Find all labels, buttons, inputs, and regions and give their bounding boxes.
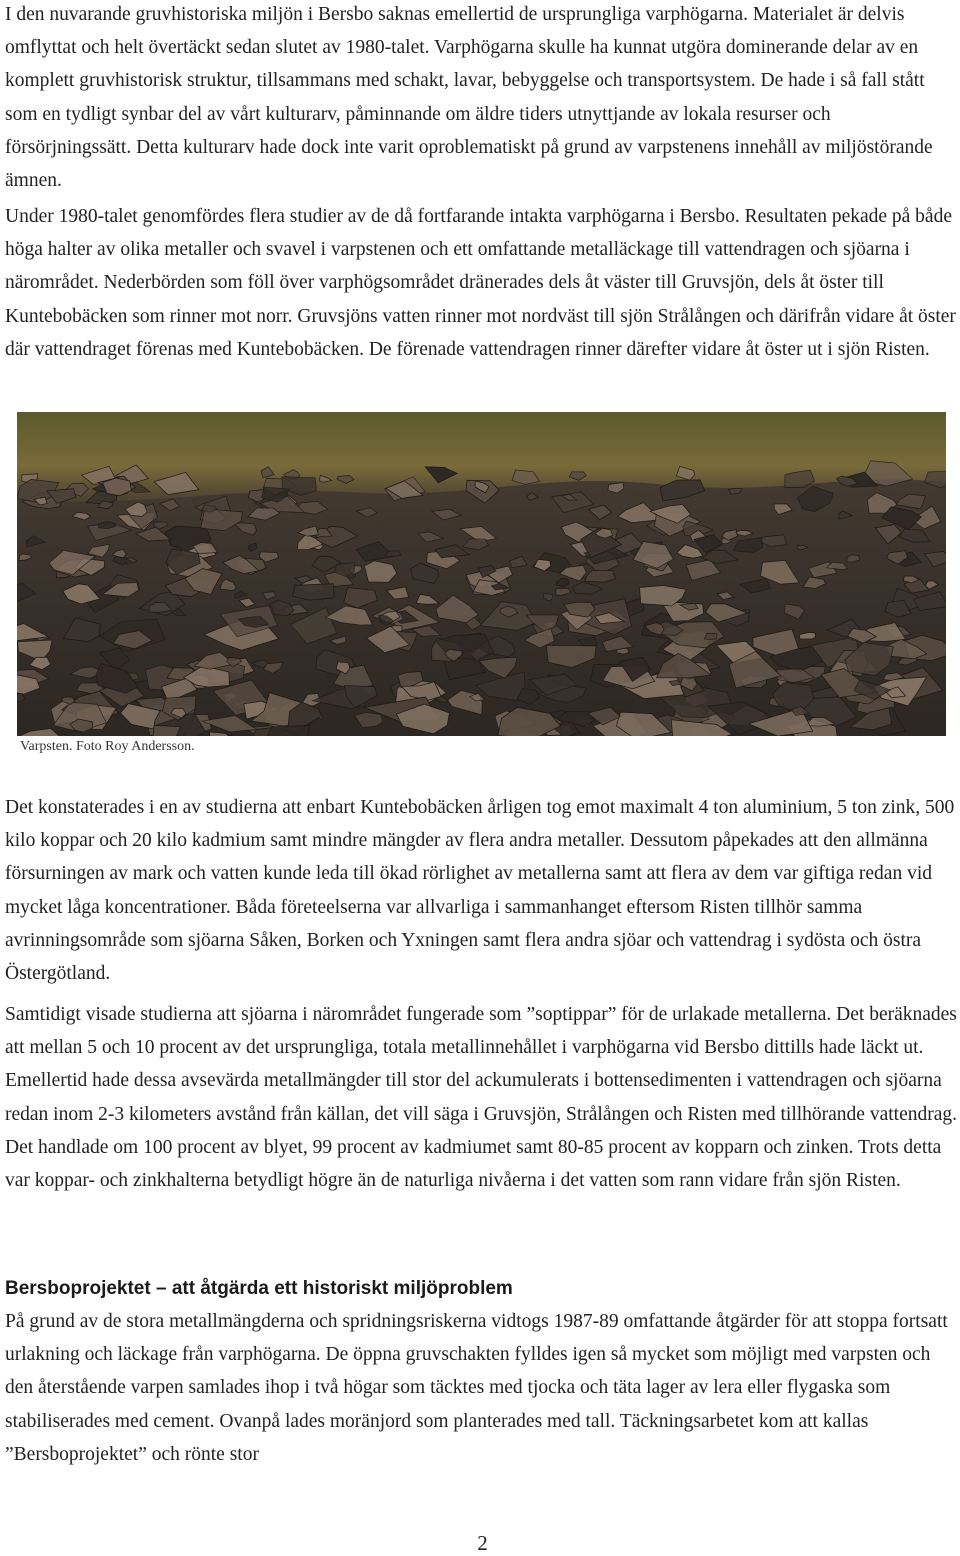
paragraph-metal-loads: Det konstaterades i en av studierna att enbart Kuntebobäcken årligen tog emot maximalt 4 ton aluminium, 5 ton zink, 500 kilo koppar och 20 kilo kadmium samt mindre mängder av flera andra metaller. Dessutom påpekades att den allmänna försurningen av mark och vatten kunde leda till ökad rörlighet av metallerna samt att flera av dem var giftiga redan vid mycket låga koncentrationer. Båda företeelserna var allvarliga i sammanhanget eftersom Risten tillhör samma avrinningsområde som sjöarna Såken, Borken och Yxningen samt flera andra sjöar och vattendrag i sydösta och östra Östergötland. — [5, 797, 955, 985]
paragraph-1980s-studies: Under 1980-talet genomfördes flera studier av de då fortfarande intakta varphögarna i Bersbo. Resultaten pekade på både höga halter av olika metaller och svavel i varpstenen och ett omfattande metalläckage till vattendragen och sjöarna i närområdet. Nederbörden som föll över varphögsområdet dränerades dels åt väster till Gruvsjön, dels åt öster till Kuntebobäcken som rinner mot norr. Gruvsjöns vatten rinner mot nordväst till sjön Strålången och därifrån vidare åt öster där vattendraget förenas med Kuntebobäcken. De förenade vattendragen rinner därefter vidare åt öster ut i sjön Risten. — [5, 206, 956, 360]
photo-caption: Varpsten. Foto Roy Andersson. — [20, 739, 195, 754]
page-number: 2 — [477, 1531, 488, 1555]
waste-rock-photo — [17, 412, 946, 736]
section-heading: Bersboprojektet – att åtgärda ett historiskt miljöproblem — [5, 1278, 513, 1299]
waste-rock-image — [17, 412, 946, 736]
paragraph-cultural-heritage: I den nuvarande gruvhistoriska miljön i Bersbo saknas emellertid de ursprungliga varphögarna. Materialet är delvis omflyttat och helt övertäckt sedan slutet av 1980-talet. Varphögarna skulle ha kunnat utgöra dominerande delar av en komplett gruvhistorisk struktur, tillsammans med schakt, lavar, bebyggelse och transportsystem. De hade i så fall stått som en tydligt synbar del av vårt kulturarv, påminnande om äldre tiders utnyttjande av lokala resurser och försörjningssätt. Detta kulturarv hade dock inte varit oproblematiskt på grund av varpstenens innehåll av miljöstörande ämnen. — [5, 4, 933, 192]
paragraph-lake-sediments: Samtidigt visade studierna att sjöarna i närområdet fungerade som ”soptippar” för de urlakade metallerna. Det beräknades att mellan 5 och 10 procent av det ursprungliga, totala metallinnehållet i varphögarna vid Bersbo dittills hade läckt ut. Emellertid hade dessa avsevärda metallmängder till stor del ackumulerats i bottensedimenten i vattendragen och sjöarna redan inom 2-3 kilometers avstånd från källan, det vill säga i Gruvsjön, Strålången och Risten med tillhörande vattendrag. Det handlade om 100 procent av blyet, 99 procent av kadmiumet samt 80-85 procent av kopparn och zinken. Trots detta var koppar- och zinkhalterna betydligt högre än de naturliga nivåerna i det vatten som rann vidare från sjön Risten. — [5, 1004, 957, 1192]
paragraph-bersbo-project: På grund av de stora metallmängderna och spridningsriskerna vidtogs 1987-89 omfattande åtgärder för att stoppa fortsatt urlakning och läckage från varphögarna. De öppna gruvschakten fylldes igen så mycket som möjligt med varpsten och den återstående varpen samlades ihop i två högar som täcktes med tjocka och täta lager av lera eller flygaska som stabiliserades med cement. Ovanpå lades moränjord som planterades med tall. Täckningsarbetet kom att kallas ”Bersboprojektet” och rönte stor — [5, 1311, 948, 1465]
